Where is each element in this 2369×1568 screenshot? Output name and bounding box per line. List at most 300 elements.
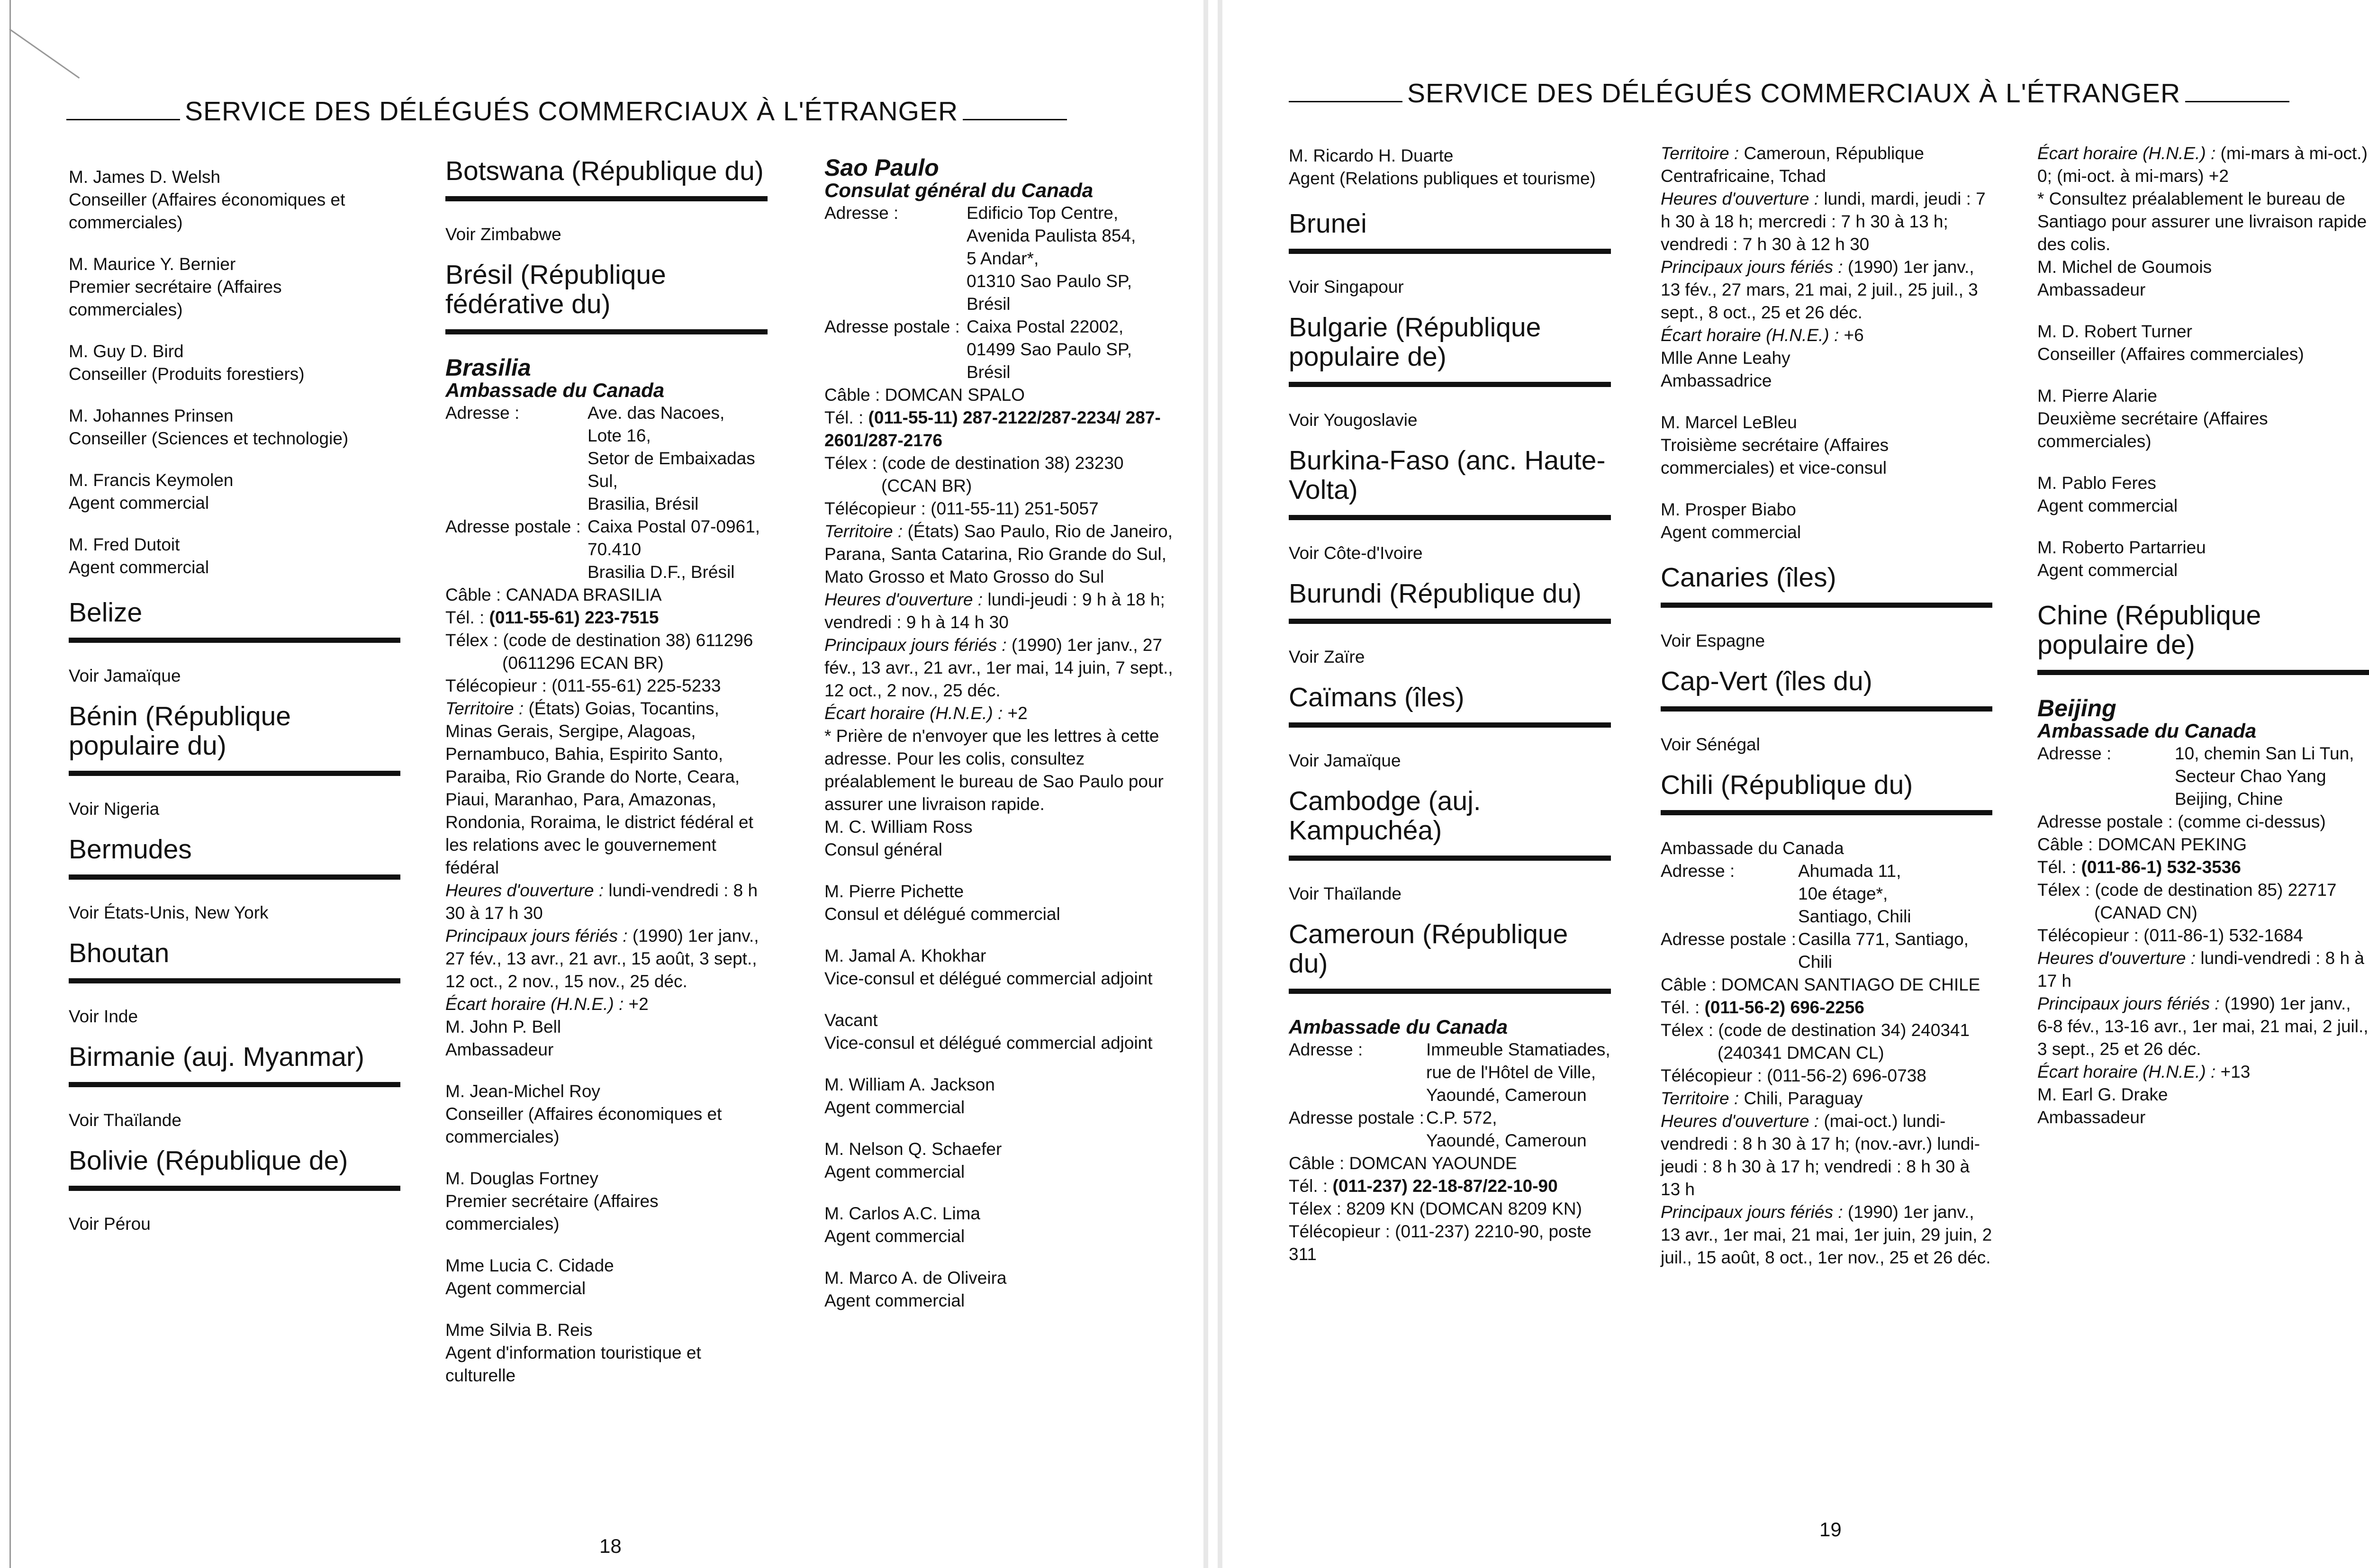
tel-number: (011-237) 22-18-87/22-10-90 [1332, 1176, 1558, 1196]
time-offset [1661, 324, 1992, 347]
hours [1661, 1110, 1992, 1201]
hours-text: lundi-jeudi : 9 h à 18 h; vendredi : 9 h à 14 h 30 [824, 590, 1165, 632]
officer-name: M. John P. Bell [445, 1017, 561, 1036]
officer-name: M. Fred Dutoit [69, 535, 180, 554]
holidays-label: Principaux jours fériés : [2037, 994, 2220, 1013]
section-rule [445, 329, 768, 334]
address-line: Immeuble Stamatiades, [1426, 1040, 1610, 1059]
city-heading: Sao Paulo [824, 154, 939, 181]
tel-number: (011-86-1) 532-3536 [2081, 857, 2241, 877]
officer-name: M. Carlos A.C. Lima [824, 1204, 980, 1223]
officer-title: Conseiller (Affaires commerciales) [2037, 344, 2304, 364]
officer-name: M. Prosper Biabo [1661, 500, 1796, 519]
officer-name: M. Johannes Prinsen [69, 406, 234, 425]
country-heading: Brésil (République fédérative du) [445, 260, 666, 319]
consulate-heading: Consulat général du Canada [824, 179, 1094, 201]
hours-text: lundi-vendredi : 8 h 30 à 17 h 30 [445, 881, 758, 923]
hours [1661, 188, 1992, 256]
telephone [824, 406, 1175, 452]
see-reference: Voir Singapour [1289, 277, 1404, 297]
see-reference: Voir États-Unis, New York [69, 903, 269, 922]
country-heading: Burkina-Faso (anc. Haute-Volta) [1289, 445, 1606, 505]
fax: Télécopieur : (011-86-1) 532-1684 [2037, 926, 2303, 945]
telex-line2: (CANAD CN) [2094, 903, 2197, 922]
officer-title: Agent d'information touristique et culturelle [445, 1343, 701, 1385]
officer-title: Deuxième secrétaire (Affaires commerciales) [2037, 409, 2268, 451]
hours-text: lundi-vendredi : 8 h à 17 h [2037, 948, 2364, 991]
header-title: SERVICE DES DÉLÉGUÉS COMMERCIAUX À L'ÉTRANGER [1407, 78, 2181, 108]
holidays-text: (1990) 1er janv., 13 fév., 27 mars, 21 mai, 2 juil., 25 juil., 3 sept., 8 oct., 25 et 26 déc. [1661, 257, 1978, 322]
officer-title: Consul général [824, 840, 942, 859]
offset-label: Écart horaire (H.N.E.) : [1661, 325, 1839, 345]
holidays [2037, 992, 2369, 1061]
city-heading: Beijing [2037, 695, 2116, 721]
country-heading: Chine (République populaire de) [2037, 600, 2261, 660]
holidays-label: Principaux jours fériés : [1661, 1202, 1843, 1222]
officer-name: M. Douglas Fortney [445, 1169, 598, 1188]
officer-name: M. Pierre Pichette [824, 882, 964, 901]
postal-lines [967, 315, 1175, 384]
section-rule [1661, 603, 1992, 608]
officer-entry [824, 1202, 1175, 1248]
address-line: Brésil [967, 294, 1011, 314]
holidays [1661, 1201, 1992, 1269]
telephone [1289, 1175, 1611, 1198]
country-heading: Brunei [1289, 208, 1367, 239]
territory-text: Cameroun, République Centrafricaine, Tchad [1661, 144, 1924, 186]
officer-entry [2037, 256, 2369, 301]
hours [824, 588, 1175, 634]
officer-entry [824, 945, 1175, 990]
corner-mark [9, 28, 80, 79]
officer-name: M. Jean-Michel Roy [445, 1081, 600, 1101]
officer-title: Ambassadeur [2037, 280, 2146, 299]
officer-name: M. Pablo Feres [2037, 473, 2156, 493]
section-rule [1289, 619, 1611, 624]
postal-line: Brasilia D.F., Brésil [588, 562, 735, 582]
postal-line: 01499 Sao Paulo SP, [967, 340, 1132, 359]
page-header [1289, 71, 2289, 109]
telex-line2: (0611296 ECAN BR) [502, 653, 664, 673]
officer-entry [69, 166, 400, 234]
section-rule [69, 1186, 400, 1191]
tel-label: Tél. : [1289, 1176, 1328, 1196]
section-rule [1289, 989, 1611, 994]
holidays-text: (1990) 1er janv., 13 avr., 1er mai, 21 mai, 1er juin, 29 juin, 2 juil., 15 août, 8 oct., 1er nov., 25 et 26 déc. [1661, 1202, 1992, 1267]
officer-entry [2037, 385, 2369, 453]
address-line: 10e étage*, [1798, 884, 1888, 903]
territory [445, 697, 768, 879]
embassy-heading: Ambassade du Canada [1661, 838, 1844, 858]
officer-entry [2037, 1083, 2369, 1129]
offset-label: Écart horaire (H.N.E.) : [445, 994, 624, 1014]
officer-name: Mlle Anne Leahy [1661, 348, 1790, 368]
column-2 [445, 156, 768, 1406]
officer-title: Conseiller (Sciences et technologie) [69, 429, 349, 448]
country-heading: Chili (République du) [1661, 770, 1913, 800]
column-3 [2037, 142, 2369, 1148]
postal-label: Adresse postale : [824, 317, 960, 336]
officer-entry [445, 1167, 768, 1235]
footnote: * Prière de n'envoyer que les lettres à cette adresse. Pour les colis, consultez préalablement le bureau de Sao Paulo pour assurer une livraison rapide. [824, 726, 1164, 814]
officer-entry [1661, 411, 1992, 479]
holidays-label: Principaux jours fériés : [1661, 257, 1843, 277]
officer-entry [1661, 498, 1992, 544]
offset-value: +2 [1007, 703, 1028, 723]
hours-label: Heures d'ouverture : [445, 881, 604, 900]
officer-title: Agent commercial [824, 1098, 965, 1117]
holidays-text: (1990) 1er janv., 27 fév., 13 avr., 21 avr., 15 août, 3 sept., 12 oct., 2 nov., 15 nov., 25 déc. [445, 926, 759, 991]
cable: Câble : CANADA BRASILIA [445, 585, 662, 604]
officer-entry [1289, 144, 1611, 190]
address-line: Setor de Embaixadas [588, 449, 755, 468]
hours-label: Heures d'ouverture : [1661, 1111, 1819, 1131]
officer-title: Ambassadeur [2037, 1108, 2146, 1127]
section-rule [1661, 706, 1992, 712]
officer-title: Agent commercial [2037, 496, 2178, 515]
holidays [1661, 256, 1992, 324]
address-lines [1426, 1038, 1611, 1107]
address-label: Adresse : [2037, 744, 2112, 763]
tel-label: Tél. : [445, 608, 485, 627]
cable: Câble : DOMCAN YAOUNDE [1289, 1153, 1517, 1173]
section-rule [445, 196, 768, 201]
see-reference: Voir Sénégal [1661, 735, 1760, 754]
address-line: 01310 Sao Paulo SP, [967, 271, 1132, 291]
see-reference: Voir Yougoslavie [1289, 410, 1418, 430]
officer-title: Conseiller (Produits forestiers) [69, 364, 305, 384]
header-rule-right [963, 119, 1067, 120]
fax: Télécopieur : (011-55-11) 251-5057 [824, 499, 1099, 518]
page-number: 18 [599, 1535, 622, 1557]
see-reference: Voir Zimbabwe [445, 225, 561, 244]
see-reference: Voir Zaïre [1289, 647, 1365, 667]
country-heading: Canaries (îles) [1661, 562, 1836, 593]
territory [824, 520, 1175, 588]
address-line: rue de l'Hôtel de Ville, [1426, 1063, 1596, 1082]
postal-line: Brésil [967, 362, 1011, 382]
address-label: Adresse : [1661, 861, 1735, 881]
telex-line2: (240341 DMCAN CL) [1718, 1043, 1884, 1063]
address-block [824, 202, 1175, 384]
territory [1661, 1087, 1992, 1110]
postal-line: 70.410 [588, 540, 642, 559]
time-offset [824, 702, 1175, 725]
officer-title: Conseiller (Affaires économiques et commerciales) [445, 1104, 722, 1146]
address-lines [588, 402, 768, 515]
telephone [445, 606, 768, 629]
officer-title: Ambassadeur [445, 1040, 554, 1059]
postal-line: Caixa Postal 07-0961, [588, 517, 760, 536]
city-heading: Brasilia [445, 354, 531, 381]
see-reference: Voir Pérou [69, 1214, 151, 1234]
territory-text: (États) Sao Paulo, Rio de Janeiro, Parana, Santa Catarina, Rio Grande do Sul, Mato Grosso et Mato Grosso do Sul [824, 522, 1173, 586]
address-line: Sul, [588, 471, 618, 491]
officer-entry [2037, 472, 2369, 517]
officer-title: Agent commercial [69, 558, 209, 577]
telex: Télex : (code de destination 38) 611296 [445, 631, 753, 650]
see-reference: Voir Espagne [1661, 631, 1765, 650]
footnote: * Consultez préalablement le bureau de Santiago pour assurer une livraison rapide des colis. [2037, 189, 2367, 254]
address-line: Santiago, Chili [1798, 907, 1911, 926]
officer-entry [2037, 536, 2369, 582]
address-label: Adresse : [1289, 1040, 1363, 1059]
offset-value: +6 [1844, 325, 1864, 345]
telex: Télex : 8209 KN (DOMCAN 8209 KN) [1289, 1199, 1582, 1218]
territory-label: Territoire : [1661, 1089, 1739, 1108]
country-heading: Caïmans (îles) [1289, 682, 1465, 712]
postal-label: Adresse postale : [445, 517, 581, 536]
page-gutter [1203, 0, 1208, 1568]
officer-entry [69, 405, 400, 450]
column-1 [1289, 144, 1611, 1266]
country-heading: Bulgarie (République populaire de) [1289, 312, 1541, 372]
officer-name: Mme Lucia C. Cidade [445, 1256, 614, 1275]
country-heading: Belize [69, 597, 143, 628]
officer-title: Agent commercial [824, 1162, 965, 1181]
postal-line: Chili [1798, 952, 1832, 972]
telex: Télex : (code de destination 38) 23230 [824, 453, 1124, 473]
see-reference: Voir Jamaïque [69, 666, 181, 685]
see-reference: Voir Jamaïque [1289, 751, 1401, 770]
hours-text: lundi, mardi, jeudi : 7 h 30 à 18 h; mercredi : 7 h 30 à 13 h; vendredi : 7 h 30 à 12 h 30 [1661, 189, 1986, 254]
country-heading: Cameroun (République du) [1289, 919, 1568, 979]
holidays-label: Principaux jours fériés : [445, 926, 628, 946]
officer-name: M. Roberto Partarrieu [2037, 538, 2206, 557]
officer-title: Agent commercial [1661, 523, 1801, 542]
address-label: Adresse : [445, 403, 520, 423]
address-lines [2175, 742, 2369, 811]
officer-title: Consul et délégué commercial [824, 904, 1060, 924]
officer-title: Agent commercial [824, 1291, 965, 1310]
address-line: Secteur Chao Yang [2175, 766, 2326, 786]
country-heading: Birmanie (auj. Myanmar) [69, 1042, 364, 1072]
officer-title: Vice-consul et délégué commercial adjoint [824, 969, 1153, 988]
hours-label: Heures d'ouverture : [824, 590, 983, 609]
officer-name: Mme Silvia B. Reis [445, 1320, 593, 1340]
address-line: 10, chemin San Li Tun, [2175, 744, 2354, 763]
address-line: 5 Andar*, [967, 249, 1039, 268]
address-line: Beijing, Chine [2175, 789, 2283, 809]
section-rule [1289, 722, 1611, 728]
address-line: Edificio Top Centre, [967, 203, 1119, 223]
address-block [445, 402, 768, 584]
fax: Télécopieur : (011-237) 2210-90, poste 311 [1289, 1222, 1591, 1264]
offset-value: (mi-mars à mi-oct.) 0; (mi-oct. à mi-mars) +2 [2037, 144, 2368, 186]
header-rule-left [1289, 101, 1402, 102]
officer-title: Conseiller (Affaires économiques et commerciales) [69, 190, 345, 232]
column-2 [1661, 142, 1992, 1269]
holidays-label: Principaux jours fériés : [824, 635, 1007, 655]
cable: Câble : DOMCAN SPALO [824, 385, 1025, 405]
see-reference: Voir Thaïlande [69, 1110, 181, 1130]
telex-line2: (CCAN BR) [881, 476, 972, 496]
officer-name: Vacant [824, 1010, 878, 1030]
fax: Télécopieur : (011-56-2) 696-0738 [1661, 1066, 1926, 1085]
address-line: Ave. das Nacoes, [588, 403, 725, 423]
postal-line: Casilla 771, Santiago, [1798, 929, 1969, 949]
officer-name: M. C. William Ross [824, 817, 973, 837]
section-rule [69, 638, 400, 643]
officer-name: M. Maurice Y. Bernier [69, 254, 236, 274]
officer-title: Troisième secrétaire (Affaires commerciales) et vice-consul [1661, 435, 1889, 478]
telephone [2037, 856, 2369, 879]
column-1 [69, 166, 400, 1235]
embassy-heading: Ambassade du Canada [1289, 1016, 1508, 1038]
officer-title: Agent commercial [2037, 560, 2178, 580]
territory-text: (États) Goias, Tocantins, Minas Gerais, Sergipe, Alagoas, Pernambuco, Bahia, Espirito Santo, Paraiba, Rio Grande do Norte, Ceara, Piaui, Maranhao, Para, Amazonas, Rondonia, Roraima, le district fédéral et les relations avec le gouvernement fédéral [445, 699, 753, 877]
officer-entry [445, 1080, 768, 1148]
postal-label: Adresse postale : [1289, 1108, 1424, 1127]
see-reference: Voir Inde [69, 1007, 138, 1026]
officer-entry [2037, 320, 2369, 366]
officer-entry [824, 880, 1175, 926]
officer-title: Agent commercial [824, 1226, 965, 1246]
embassy-heading: Ambassade du Canada [2037, 720, 2257, 742]
address-block [2037, 742, 2369, 811]
right-page [1213, 0, 2369, 1568]
holidays-text: (1990) 1er janv., 6-8 fév., 13-16 avr., 1er mai, 21 mai, 2 juil., 3 sept., 25 et 26 déc. [2037, 994, 2369, 1059]
postal-label: Adresse postale : [1661, 929, 1796, 949]
address-line: Ahumada 11, [1798, 861, 1901, 881]
section-rule [1289, 382, 1611, 387]
postal-line: Yaoundé, Cameroun [1426, 1131, 1587, 1150]
section-rule [69, 1082, 400, 1087]
officer-entry [824, 1009, 1175, 1054]
time-offset [2037, 142, 2369, 188]
officer-name: M. Earl G. Drake [2037, 1085, 2168, 1104]
scan-edge [9, 0, 14, 1568]
country-heading: Bolivie (République de) [69, 1145, 348, 1176]
officer-entry [445, 1016, 768, 1061]
officer-entry [824, 1138, 1175, 1183]
hours-label: Heures d'ouverture : [1661, 189, 1819, 208]
telex: Télex : (code de destination 34) 240341 [1661, 1020, 1970, 1040]
page-number: 19 [1819, 1518, 1842, 1541]
officer-entry [1661, 347, 1992, 392]
hours-text: (mai-oct.) lundi-vendredi : 8 h 30 à 17 h; (nov.-avr.) lundi-jeudi : 8 h 30 à 17 h; vendredi : 8 h 30 à 13 h [1661, 1111, 1980, 1199]
address-line: Yaoundé, Cameroun [1426, 1085, 1587, 1105]
hours [445, 879, 768, 925]
section-rule [2037, 670, 2369, 675]
officer-name: M. James D. Welsh [69, 167, 221, 187]
officer-title: Agent commercial [69, 493, 209, 513]
see-reference: Voir Côte-d'Ivoire [1289, 543, 1423, 563]
postal-lines [588, 515, 768, 584]
section-rule [1289, 249, 1611, 254]
country-heading: Burundi (République du) [1289, 578, 1582, 609]
address-line: Avenida Paulista 854, [967, 226, 1136, 245]
tel-number: (011-55-61) 223-7515 [489, 608, 659, 627]
tel-number: (011-56-2) 696-2256 [1704, 998, 1864, 1017]
section-rule [69, 978, 400, 983]
hours [2037, 947, 2369, 992]
see-reference: Voir Nigeria [69, 799, 160, 819]
column-3 [824, 154, 1175, 1331]
officer-entry [824, 1073, 1175, 1119]
embassy-heading: Ambassade du Canada [445, 379, 665, 401]
postal-line: Caixa Postal 22002, [967, 317, 1124, 336]
page-header [66, 89, 1067, 127]
officer-name: M. Michel de Goumois [2037, 257, 2212, 277]
see-reference: Voir Thaïlande [1289, 884, 1402, 903]
officer-title: Premier secrétaire (Affaires commerciales) [445, 1191, 659, 1234]
postal-line: C.P. 572, [1426, 1108, 1497, 1127]
holidays [445, 925, 768, 993]
officer-name: M. D. Robert Turner [2037, 322, 2192, 341]
country-heading: Bhoutan [69, 938, 170, 968]
country-heading: Bénin (République populaire du) [69, 701, 291, 761]
officer-entry [824, 816, 1175, 861]
officer-entry [824, 1267, 1175, 1312]
territory-label: Territoire : [1661, 144, 1739, 163]
address-label: Adresse : [824, 203, 899, 223]
officer-title: Ambassadrice [1661, 371, 1772, 390]
postal-lines [1426, 1107, 1611, 1152]
offset-label: Écart horaire (H.N.E.) : [2037, 1062, 2216, 1081]
header-title: SERVICE DES DÉLÉGUÉS COMMERCIAUX À L'ÉTRANGER [185, 96, 958, 126]
section-rule [1289, 515, 1611, 520]
time-offset [2037, 1061, 2369, 1083]
postal-lines [1798, 928, 1992, 973]
territory-label: Territoire : [445, 699, 524, 718]
offset-label: Écart horaire (H.N.E.) : [824, 703, 1003, 723]
page-gutter [1218, 0, 1222, 1568]
header-rule-right [2185, 101, 2289, 102]
officer-name: M. Marcel LeBleu [1661, 413, 1797, 432]
officer-title: Agent (Relations publiques et tourisme) [1289, 169, 1596, 188]
telex: Télex : (code de destination 85) 22717 [2037, 880, 2337, 900]
officer-name: M. Marco A. de Oliveira [824, 1268, 1007, 1288]
officer-name: M. Francis Keymolen [69, 470, 234, 490]
country-heading: Botswana (République du) [445, 156, 764, 186]
tel-number: (011-55-11) 287-2122/287-2234/ 287-2601/287-2176 [824, 408, 1161, 450]
officer-name: M. Jamal A. Khokhar [824, 946, 986, 965]
officer-entry [445, 1254, 768, 1300]
territory-label: Territoire : [824, 522, 903, 541]
country-heading: Cambodge (auj. Kampuchéa) [1289, 786, 1481, 846]
telephone [1661, 996, 1992, 1019]
section-rule [1289, 856, 1611, 861]
territory [1661, 142, 1992, 188]
officer-entry [69, 533, 400, 579]
officer-title: Premier secrétaire (Affaires commerciales) [69, 277, 282, 319]
offset-value: +2 [628, 994, 649, 1014]
territory-text: Chili, Paraguay [1744, 1089, 1863, 1108]
header-rule-left [66, 119, 180, 120]
postal-address: Adresse postale : (comme ci-dessus) [2037, 812, 2326, 831]
address-lines [1798, 860, 1992, 928]
tel-label: Tél. : [824, 408, 864, 427]
country-heading: Cap-Vert (îles du) [1661, 666, 1872, 696]
address-block [1661, 860, 1992, 973]
address-line: Lote 16, [588, 426, 651, 445]
section-rule [1661, 810, 1992, 815]
officer-title: Agent commercial [445, 1279, 586, 1298]
hours-label: Heures d'ouverture : [2037, 948, 2196, 968]
tel-label: Tél. : [1661, 998, 1700, 1017]
officer-name: M. Pierre Alarie [2037, 386, 2157, 406]
officer-entry [69, 253, 400, 321]
offset-value: +13 [2220, 1062, 2251, 1081]
cable: Câble : DOMCAN SANTIAGO DE CHILE [1661, 975, 1980, 994]
holidays [824, 634, 1175, 702]
officer-name: M. Nelson Q. Schaefer [824, 1139, 1002, 1159]
time-offset [445, 993, 768, 1016]
section-rule [69, 874, 400, 880]
officer-entry [69, 340, 400, 386]
address-lines [967, 202, 1175, 315]
